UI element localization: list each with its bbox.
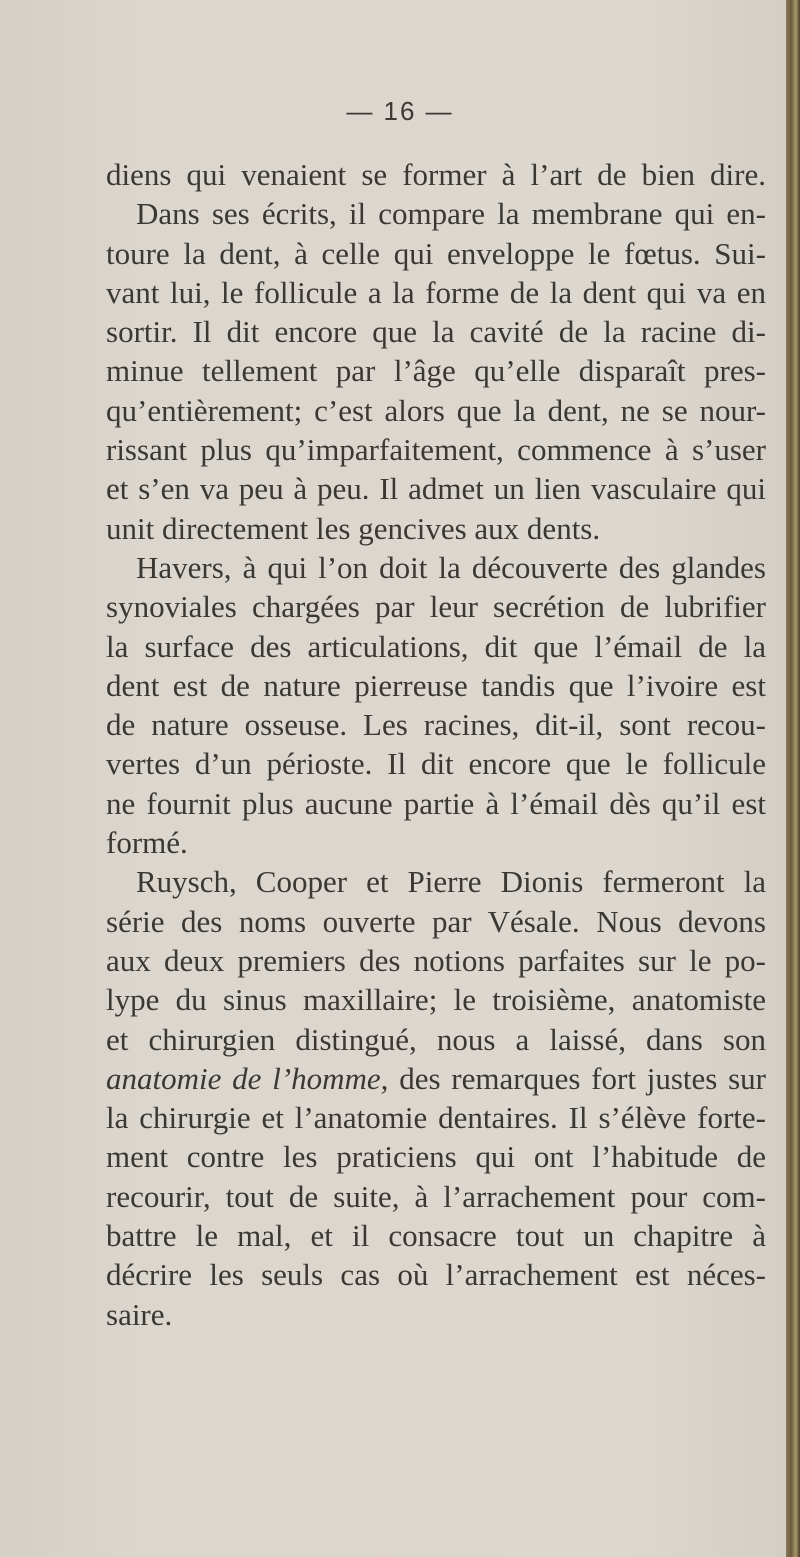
text-line: Dans ses écrits, il compare la membrane qui en-	[136, 196, 766, 232]
text-line: toure la dent, à celle qui enveloppe le fœtus. Sui-	[106, 235, 766, 271]
text-line: vertes d’un périoste. Il dit encore que le follicule	[106, 746, 766, 782]
text-line: minue tellement par l’âge qu’elle disparaît pres-	[106, 353, 766, 389]
text-line	[106, 1059, 766, 1098]
text-line: et chirurgien distingué, nous a laissé, dans son	[106, 1021, 766, 1057]
text-line: ment contre les praticiens qui ont l’habitude de	[106, 1139, 766, 1175]
italic-book-title: anatomie de l’homme,	[106, 1060, 389, 1096]
text-line: Havers, à qui l’on doit la découverte des glandes	[136, 549, 766, 585]
text-line: diens qui venaient se former à l’art de bien dire.	[106, 157, 766, 192]
text-line: vant lui, le follicule a la forme de la dent qui va en	[106, 274, 766, 310]
page-number: — 16 —	[346, 96, 454, 126]
text-line: recourir, tout de suite, à l’arrachement pour com-	[106, 1178, 766, 1214]
text-line-rest: des remarques fort justes sur	[399, 1060, 767, 1096]
text-line: série des noms ouverte par Vésale. Nous devons	[106, 903, 766, 939]
text-line: aux deux premiers des notions parfaites sur le po-	[106, 942, 766, 978]
text-line: décrire les seuls cas où l’arrachement est néces-	[106, 1257, 766, 1293]
text-line: synoviales chargées par leur secrétion de lubrifier	[106, 589, 766, 625]
text-line: la chirurgie et l’anatomie dentaires. Il s’élève forte-	[106, 1100, 766, 1136]
text-line: saire.	[106, 1296, 173, 1332]
text-line: de nature osseuse. Les racines, dit-il, sont recou-	[106, 707, 766, 743]
text-line: sortir. Il dit encore que la cavité de la racine di-	[106, 314, 766, 350]
text-line: dent est de nature pierreuse tandis que l’ivoire est	[106, 667, 766, 703]
text-line: et s’en va peu à peu. Il admet un lien vasculaire qui	[106, 471, 766, 507]
text-line: formé.	[106, 825, 188, 861]
text-line: lype du sinus maxillaire; le troisième, anatomiste	[106, 982, 766, 1018]
text-line: ne fournit plus aucune partie à l’émail dès qu’il est	[106, 785, 766, 821]
text-line: battre le mal, et il consacre tout un chapitre à	[106, 1218, 766, 1254]
text-line: unit directement les gencives aux dents.	[106, 510, 601, 546]
text-line: rissant plus qu’imparfaitement, commence à s’user	[106, 432, 766, 468]
text-line: Ruysch, Cooper et Pierre Dionis fermeront la	[136, 864, 766, 900]
text-line: la surface des articulations, dit que l’émail de la	[106, 628, 766, 664]
book-spine-edge	[786, 0, 800, 1557]
text-line: qu’entièrement; c’est alors que la dent, ne se nour-	[106, 392, 766, 428]
body-text	[106, 155, 766, 1334]
